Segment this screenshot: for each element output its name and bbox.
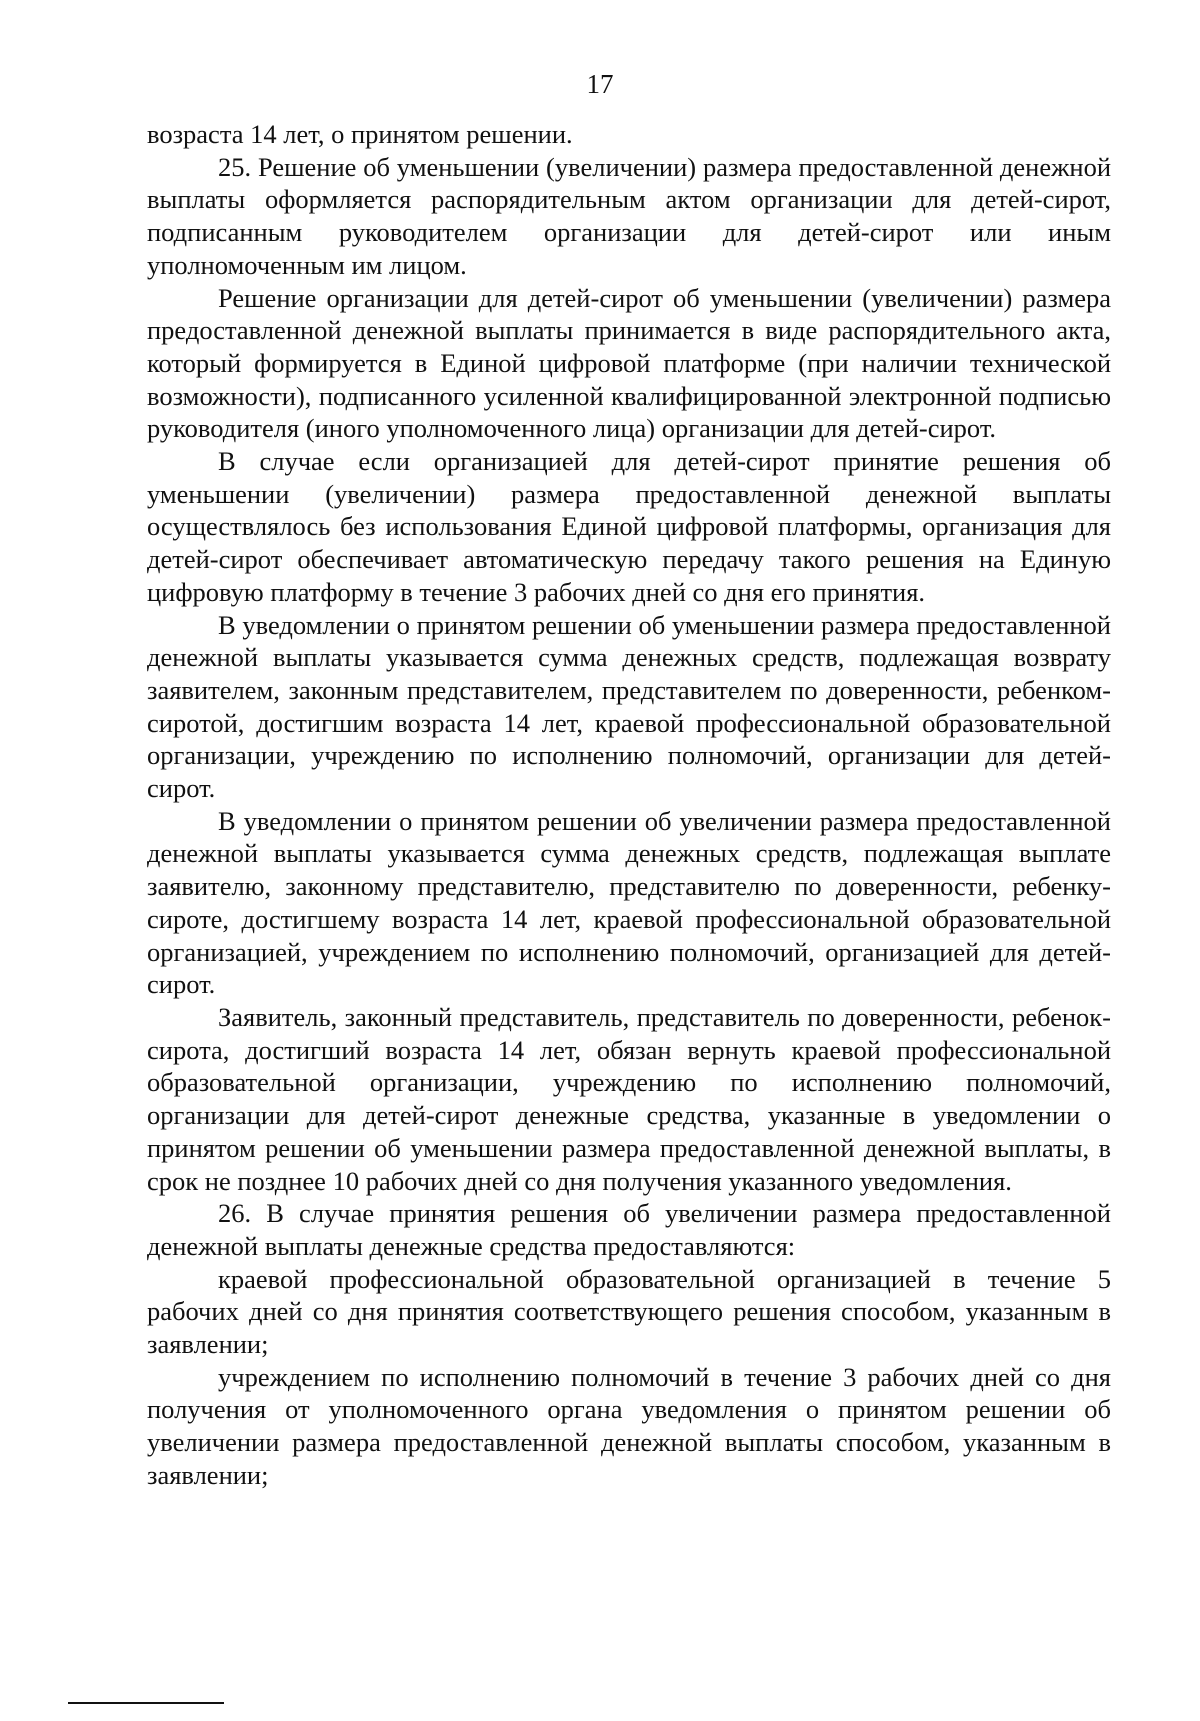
paragraph-continuation: возраста 14 лет, о принятом решении. <box>147 119 573 149</box>
document-body <box>147 118 1111 1492</box>
paragraph-clause-25: 25. Решение об уменьшении (увеличении) размера предоставленной денежной выплаты оформляется распорядительным актом организации для детей-сирот, подписанным руководителем организации для детей-сирот или иным уполномоченным им лицом. <box>147 151 1111 280</box>
paragraph-automatic-transfer: В случае если организацией для детей-сирот принятие решения об уменьшении (увеличении) размера предоставленной денежной выплаты осуществлялось без использования Единой цифровой платформы, организация для детей-сирот обеспечивает автоматическую передачу такого решения на Единую цифровую платформу в течение 3 рабочих дней со дня его принятия. <box>147 446 1111 607</box>
paragraph-notice-decrease: В уведомлении о принятом решении об уменьшении размера предоставленной денежной выплаты указывается сумма денежных средств, подлежащая возврату заявителем, законным представителем, представителем по доверенности, ребенком-сиротой, достигшим возраста 14 лет, краевой профессиональной образовательной организации, учреждению по исполнению полномочий, организации для детей-сирот. <box>147 609 1111 804</box>
paragraph-refund-obligation: Заявитель, законный представитель, представитель по доверенности, ребенок-сирота, достигший возраста 14 лет, обязан вернуть краевой профессиональной образовательной организации, учреждению по исполнению полномочий, организации для детей-сирот денежные средства, указанные в уведомлении о принятом решении об уменьшении размера предоставленной денежной выплаты, в срок не позднее 10 рабочих дней со дня получения указанного уведомления. <box>147 1001 1111 1196</box>
footnote-divider <box>68 1702 224 1704</box>
list-item-college: краевой профессиональной образовательной организацией в течение 5 рабочих дней со дня принятия соответствующего решения способом, указанным в заявлении; <box>147 1263 1111 1360</box>
paragraph-decision-form: Решение организации для детей-сирот об уменьшении (увеличении) размера предоставленной денежной выплаты принимается в виде распорядительного акта, который формируется в Единой цифровой платформе (при наличии технической возможности), подписанного усиленной квалифицированной электронной подписью руководителя (иного уполномоченного лица) организации для детей-сирот. <box>147 282 1111 444</box>
list-item-institution: учреждением по исполнению полномочий в течение 3 рабочих дней со дня получения от уполномоченного органа уведомления о принятом решении об увеличении размера предоставленной денежной выплаты способом, указанным в заявлении; <box>147 1361 1111 1490</box>
page-number: 17 <box>586 69 614 99</box>
paragraph-notice-increase: В уведомлении о принятом решении об увеличении размера предоставленной денежной выплаты указывается сумма денежных средств, подлежащая выплате заявителю, законному представителю, представителю по доверенности, ребенку-сироте, достигшему возраста 14 лет, краевой профессиональной образовательной организацией, учреждением по исполнению полномочий, организацией для детей-сирот. <box>147 805 1111 1000</box>
paragraph-clause-26: 26. В случае принятия решения об увеличении размера предоставленной денежной выплаты денежные средства предоставляются: <box>147 1198 1111 1261</box>
